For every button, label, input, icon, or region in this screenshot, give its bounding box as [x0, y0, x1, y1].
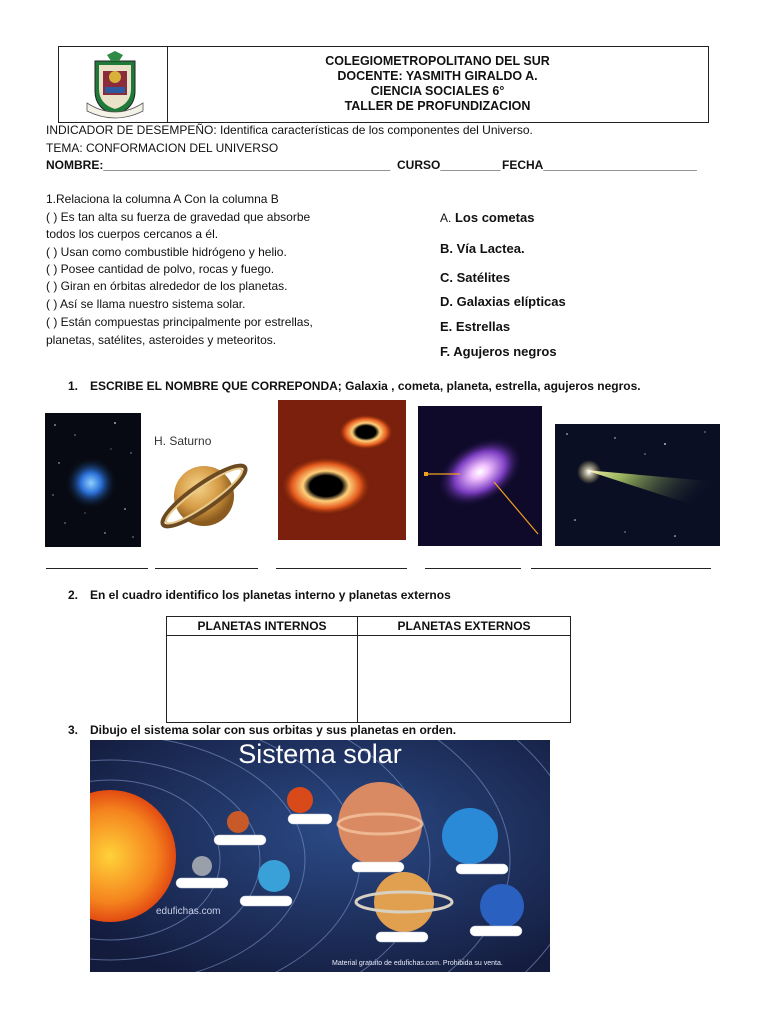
option-a: A. Los cometas: [440, 210, 535, 225]
q1-item: todos los cuerpos cercanos a él.: [46, 227, 219, 241]
course-field-label[interactable]: CURSO_________: [397, 158, 501, 172]
option-d: D. Galaxias elípticas: [440, 294, 566, 309]
indicator-text: INDICADOR DE DESEMPEÑO: Identifica características de los componentes del Universo.: [46, 123, 533, 137]
star-image: [45, 413, 141, 547]
option-c: C. Satélites: [440, 270, 511, 285]
answer-blank[interactable]: [425, 567, 521, 569]
write-question-number: 1.: [68, 379, 79, 393]
teacher-name: DOCENTE: YASMITH GIRALDO A.: [337, 69, 538, 83]
q2-text: En el cuadro identifico los planetas interno y planetas externos: [90, 588, 451, 602]
school-name: COLEGIOMETROPOLITANO DEL SUR: [325, 54, 550, 68]
q1-item[interactable]: ( ) Usan como combustible hidrógeno y helio.: [46, 245, 287, 259]
date-field-label[interactable]: FECHA_______________________: [502, 158, 697, 172]
external-planets-cell[interactable]: [358, 636, 571, 723]
subject-name: CIENCIA SOCIALES 6°: [370, 84, 505, 98]
option-e: E. Estrellas: [440, 319, 511, 334]
answer-blank[interactable]: [155, 567, 258, 569]
saturn-caption: H. Saturno: [154, 434, 212, 448]
option-b: B. Vía Lactea.: [440, 241, 525, 256]
poster-watermark: edufichas.com: [156, 906, 221, 917]
q1-item[interactable]: ( ) Así se llama nuestro sistema solar.: [46, 297, 246, 311]
q1-title: 1.Relaciona la columna A Con la columna B: [46, 192, 279, 206]
q3-number: 3.: [68, 723, 79, 737]
header-box: [58, 46, 709, 123]
q3-text: Dibujo el sistema solar con sus orbitas y sus planetas en orden.: [90, 723, 457, 737]
name-field-label[interactable]: NOMBRE:___________________________________________: [46, 158, 391, 172]
option-f: F. Agujeros negros: [440, 344, 557, 359]
answer-blank[interactable]: [531, 567, 711, 569]
comet-image: [555, 424, 720, 546]
answer-blank[interactable]: [46, 567, 148, 569]
poster-footer: Material gratuito de edufichas.com. Prohibida su venta.: [332, 960, 503, 967]
workshop-name: TALLER DE PROFUNDIZACION: [344, 99, 531, 113]
header-titles: [167, 54, 708, 114]
q1-item[interactable]: ( ) Posee cantidad de polvo, rocas y fuego.: [46, 262, 275, 276]
black-holes-image: [278, 400, 406, 540]
planets-table: [166, 616, 571, 723]
col-external-header: PLANETAS EXTERNOS: [358, 617, 571, 636]
galaxy-image: [418, 406, 542, 546]
saturn-image: [148, 430, 254, 542]
q1-item: planetas, satélites, asteroides y meteoritos.: [46, 333, 277, 347]
q1-item[interactable]: ( ) Es tan alta su fuerza de gravedad que absorbe: [46, 210, 311, 224]
q1-item[interactable]: ( ) Giran en órbitas alrededor de los planetas.: [46, 279, 288, 293]
poster-title: Sistema solar: [238, 740, 402, 769]
solar-system-poster: [90, 740, 550, 972]
school-crest-logo: [81, 51, 149, 119]
topic-text: TEMA: CONFORMACION DEL UNIVERSO: [46, 141, 279, 155]
col-internal-header: PLANETAS INTERNOS: [167, 617, 358, 636]
q2-number: 2.: [68, 588, 79, 602]
q1-item[interactable]: ( ) Están compuestas principalmente por estrellas,: [46, 315, 313, 329]
write-question-text: ESCRIBE EL NOMBRE QUE CORREPONDA; Galaxia , cometa, planeta, estrella, agujeros negros.: [90, 379, 641, 393]
answer-blank[interactable]: [276, 567, 407, 569]
internal-planets-cell[interactable]: [167, 636, 358, 723]
